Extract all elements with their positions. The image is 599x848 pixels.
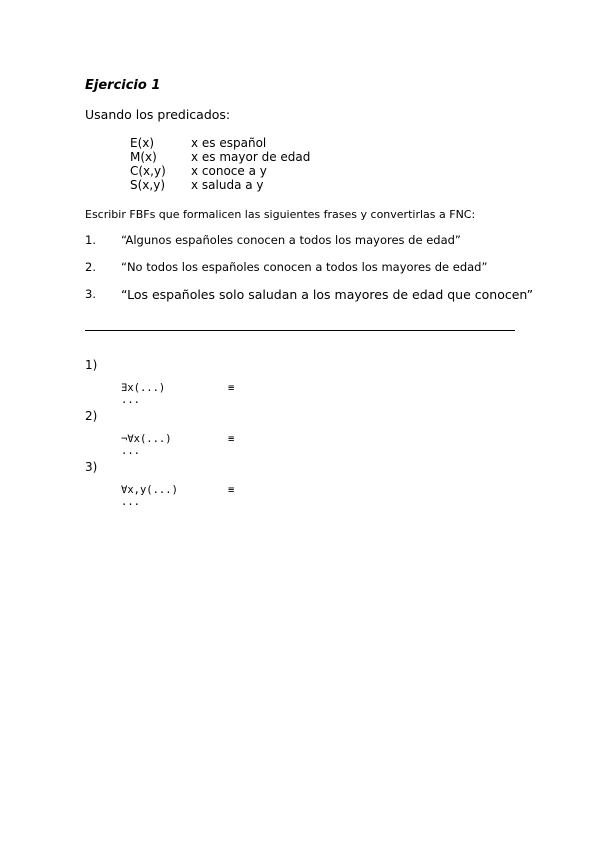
item-sentence: “No todos los españoles conocen a todos los mayores de edad” — [121, 260, 488, 274]
predicate-description: x saluda a y — [191, 178, 264, 192]
predicate-name: E(x) — [130, 136, 155, 150]
list-item — [0, 260, 599, 276]
intro-text: Usando los predicados: — [85, 107, 231, 122]
horizontal-divider — [85, 330, 515, 331]
equivalence-symbol: ≡ — [228, 484, 235, 496]
exercise-title: Ejercicio 1 — [85, 78, 161, 93]
answer-label: 1) — [85, 358, 98, 372]
predicate-name: C(x,y) — [130, 164, 166, 178]
predicate-row — [0, 178, 599, 192]
item-sentence: “Algunos españoles conocen a todos los mayores de edad” — [121, 233, 461, 247]
answer-label: 2) — [85, 409, 98, 423]
item-number: 2. — [85, 260, 96, 274]
answer-ellipsis: ... — [121, 445, 140, 457]
answer-label: 3) — [85, 460, 98, 474]
answer-formula: ¬∀x(...) — [121, 433, 172, 445]
list-item — [0, 287, 599, 303]
predicate-description: x es mayor de edad — [191, 150, 311, 164]
equivalence-symbol: ≡ — [228, 433, 235, 445]
predicate-name: S(x,y) — [130, 178, 165, 192]
predicate-row — [0, 164, 599, 178]
predicate-name: M(x) — [130, 150, 157, 164]
answer-ellipsis: ... — [121, 496, 140, 508]
predicate-row — [0, 136, 599, 150]
instruction-text: Escribir FBFs que formalicen las siguientes frases y convertirlas a FNC: — [85, 208, 476, 221]
list-item — [0, 233, 599, 249]
equivalence-symbol: ≡ — [228, 382, 235, 394]
predicate-description: x conoce a y — [191, 164, 267, 178]
answer-block — [0, 460, 599, 520]
item-sentence: “Los españoles solo saludan a los mayores de edad que conocen” — [121, 287, 534, 302]
item-number: 1. — [85, 233, 96, 247]
answer-formula: ∃x(...) — [121, 382, 166, 394]
predicate-description: x es español — [191, 136, 267, 150]
answer-ellipsis: ... — [121, 394, 140, 406]
predicate-row — [0, 150, 599, 164]
answer-formula: ∀x,y(...) — [121, 484, 178, 496]
item-number: 3. — [85, 287, 96, 301]
